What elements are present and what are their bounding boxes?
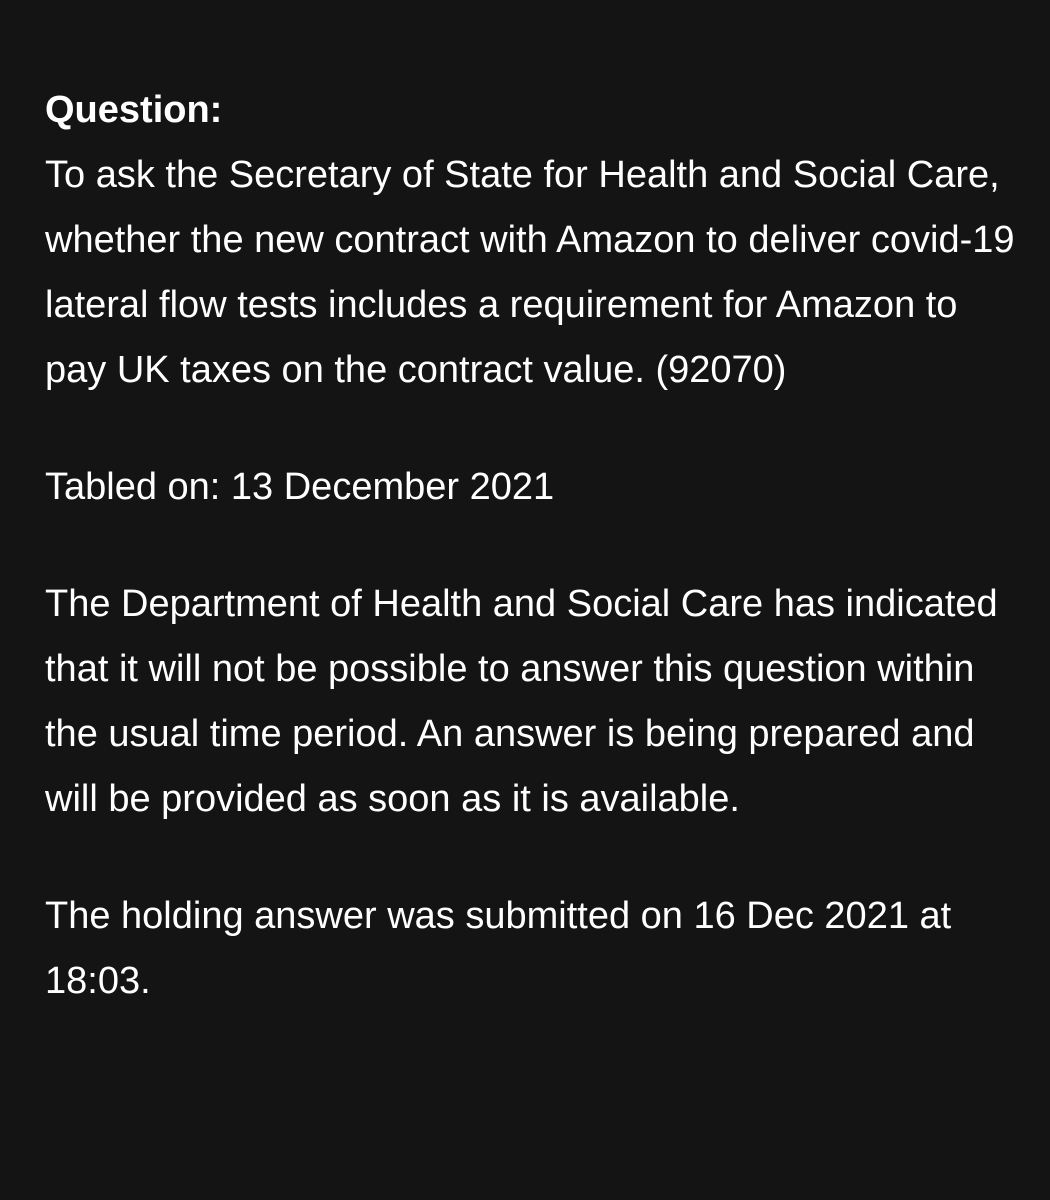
holding-answer-text: The holding answer was submitted on 16 Dec 2021 at 18:03. <box>45 895 952 1002</box>
answer-status-text: The Department of Health and Social Care has indicated that it will not be possible to answer this question within the usual time period. An answer is being prepared and will be provided as soon as it is available. <box>45 583 998 820</box>
parliamentary-question-document <box>45 78 1015 1014</box>
question-text: To ask the Secretary of State for Health and Social Care, whether the new contract with Amazon to deliver covid-19 lateral flow tests includes a requirement for Amazon to pay UK taxes on the contract value. (92070) <box>45 154 1015 391</box>
question-heading: Question: <box>45 89 223 131</box>
tabled-date: Tabled on: 13 December 2021 <box>45 466 555 508</box>
